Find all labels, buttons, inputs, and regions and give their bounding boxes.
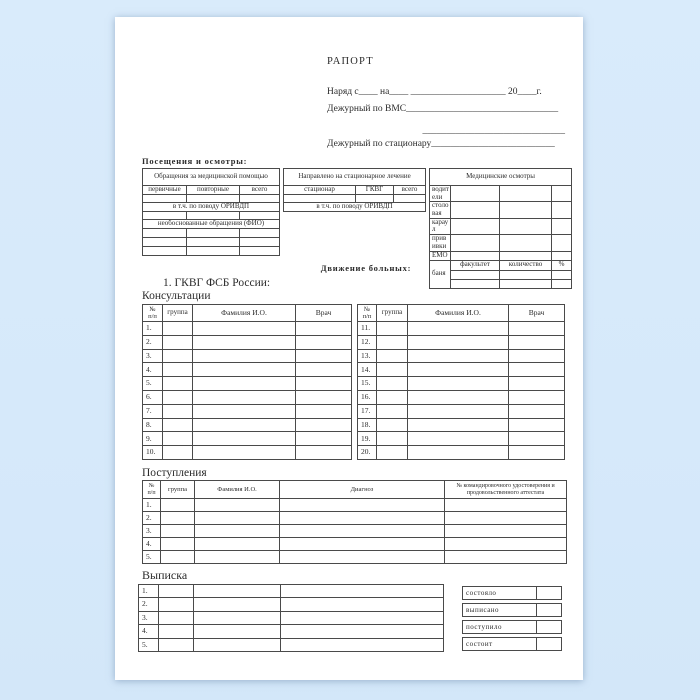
empty-cell <box>509 322 565 336</box>
empty-cell <box>296 335 352 349</box>
empty-cell <box>163 322 193 336</box>
empty-cell <box>377 446 408 460</box>
discharge-table <box>138 584 444 652</box>
referrals-title: Направлено на стационарное лечение <box>284 169 426 186</box>
col-header: Фамилия И.О. <box>195 481 280 499</box>
empty-cell <box>552 202 572 218</box>
row-number: 5. <box>143 377 163 391</box>
empty-cell <box>537 587 561 599</box>
empty-cell <box>281 598 444 611</box>
row-number: 14. <box>358 363 377 377</box>
admissions-label: Поступления <box>142 467 207 479</box>
row-number: 19. <box>358 432 377 446</box>
col-header-num: № п/п <box>358 305 377 322</box>
row-number: 10. <box>143 446 163 460</box>
admissions-table <box>142 480 567 564</box>
empty-cell <box>451 270 500 279</box>
col-header: повторные <box>187 186 240 195</box>
empty-cell <box>284 195 356 203</box>
empty-cell <box>509 349 565 363</box>
col-header: Фамилия И.О. <box>193 305 296 322</box>
empty-cell <box>408 404 509 418</box>
empty-cell <box>163 335 193 349</box>
row-number: 12. <box>358 335 377 349</box>
row-number: 3. <box>139 611 159 624</box>
row-number: 8. <box>143 418 163 432</box>
row-number: 11. <box>358 322 377 336</box>
empty-cell <box>161 551 195 564</box>
col-header-num: № п/п <box>143 305 163 322</box>
totals-row <box>462 637 562 651</box>
empty-cell <box>194 638 281 651</box>
row-number: 20. <box>358 446 377 460</box>
totals-row <box>462 603 562 617</box>
col-header: Диагноз <box>280 481 445 499</box>
empty-cell <box>193 432 296 446</box>
empty-cell <box>552 270 572 279</box>
empty-cell <box>280 538 445 551</box>
empty-cell <box>240 212 280 220</box>
empty-cell <box>194 585 281 598</box>
row-number: 9. <box>143 432 163 446</box>
empty-cell <box>451 202 500 218</box>
empty-cell <box>296 390 352 404</box>
empty-cell <box>377 322 408 336</box>
visits-section-label: Посещения и осмотры: <box>142 156 248 166</box>
row-number: 5. <box>139 638 159 651</box>
empty-cell <box>240 195 280 203</box>
empty-cell <box>161 538 195 551</box>
col-header: Врач <box>296 305 352 322</box>
unfounded-row-label: необоснованные обращения (ФИО) <box>143 220 280 229</box>
report-header <box>327 86 565 151</box>
empty-cell <box>408 349 509 363</box>
empty-cell <box>445 551 567 564</box>
empty-cell <box>193 390 296 404</box>
col-header: ГКВГ <box>356 186 394 195</box>
empty-cell <box>195 499 280 512</box>
col-header-num: № п/п <box>143 481 161 499</box>
exam-row-label: водители <box>430 186 451 202</box>
empty-cell <box>193 335 296 349</box>
row-number: 18. <box>358 418 377 432</box>
naryad-line: Наряд с____ на____ ____________________ 20____г. <box>327 87 542 97</box>
appeals-title: Обращения за медицинской помощью <box>143 169 280 186</box>
empty-cell <box>509 404 565 418</box>
empty-cell <box>195 512 280 525</box>
row-number: 16. <box>358 390 377 404</box>
empty-cell <box>281 585 444 598</box>
empty-cell <box>195 551 280 564</box>
empty-cell <box>281 611 444 624</box>
empty-cell <box>143 195 187 203</box>
empty-cell <box>377 432 408 446</box>
exam-row-label: прививки <box>430 235 451 251</box>
empty-cell <box>500 279 552 288</box>
row-number: 2. <box>139 598 159 611</box>
duty-vms-line: Дежурный по ВМС________________________________ <box>327 104 559 114</box>
row-number: 17. <box>358 404 377 418</box>
row-number: 4. <box>143 363 163 377</box>
empty-cell <box>280 525 445 538</box>
empty-cell <box>159 611 194 624</box>
empty-cell <box>296 377 352 391</box>
row-number: 7. <box>143 404 163 418</box>
empty-cell <box>159 598 194 611</box>
empty-cell <box>408 432 509 446</box>
empty-cell <box>552 218 572 234</box>
col-header: стационар <box>284 186 356 195</box>
row-number: 15. <box>358 377 377 391</box>
empty-cell <box>500 218 552 234</box>
row-number: 3. <box>143 349 163 363</box>
empty-cell <box>195 538 280 551</box>
empty-cell <box>445 538 567 551</box>
empty-cell <box>500 186 552 202</box>
empty-cell <box>509 363 565 377</box>
totals-label: выписано <box>463 604 537 616</box>
empty-cell <box>195 525 280 538</box>
empty-cell <box>509 377 565 391</box>
consultations-label: Консультации <box>142 290 211 302</box>
empty-cell <box>408 363 509 377</box>
empty-cell <box>163 418 193 432</box>
empty-cell <box>408 390 509 404</box>
orivdp-row-label: в т.ч. по поводу ОРИВДП <box>143 203 280 212</box>
row-number: 2. <box>143 512 161 525</box>
col-header: Врач <box>509 305 565 322</box>
empty-cell <box>193 418 296 432</box>
row-number: 4. <box>143 538 161 551</box>
report-page <box>115 17 583 680</box>
empty-cell <box>281 625 444 638</box>
empty-cell <box>280 499 445 512</box>
totals-table <box>462 586 562 654</box>
empty-cell <box>377 377 408 391</box>
col-header: количество <box>500 260 552 270</box>
empty-cell <box>193 349 296 363</box>
empty-cell <box>509 418 565 432</box>
row-number: 4. <box>139 625 159 638</box>
empty-cell <box>500 202 552 218</box>
empty-cell <box>408 418 509 432</box>
empty-cell <box>159 585 194 598</box>
empty-cell <box>193 377 296 391</box>
row-number: 1. <box>143 499 161 512</box>
empty-cell <box>408 322 509 336</box>
empty-cell <box>159 638 194 651</box>
empty-cell <box>537 604 561 616</box>
consultations-table-right <box>357 304 565 460</box>
empty-cell <box>445 525 567 538</box>
empty-cell <box>296 322 352 336</box>
empty-cell <box>281 638 444 651</box>
empty-cell <box>194 625 281 638</box>
empty-cell <box>161 512 195 525</box>
empty-cell <box>509 390 565 404</box>
empty-cell <box>194 611 281 624</box>
col-header: группа <box>163 305 193 322</box>
totals-label: поступило <box>463 621 537 633</box>
empty-cell <box>163 390 193 404</box>
empty-cell <box>296 363 352 377</box>
empty-cell <box>163 404 193 418</box>
empty-cell <box>193 322 296 336</box>
duty-stationar-line: Дежурный по стационару__________________________ <box>327 139 555 149</box>
empty-cell <box>159 625 194 638</box>
report-title: РАПОРТ <box>327 56 374 67</box>
referrals-table <box>283 168 426 212</box>
empty-cell <box>187 247 240 256</box>
empty-cell <box>509 432 565 446</box>
empty-cell <box>143 229 187 238</box>
empty-cell <box>377 349 408 363</box>
appeals-table <box>142 168 280 256</box>
empty-cell <box>509 335 565 349</box>
empty-cell <box>451 186 500 202</box>
empty-cell <box>280 551 445 564</box>
row-number: 3. <box>143 525 161 538</box>
empty-cell <box>163 446 193 460</box>
consultations-table-left <box>142 304 352 460</box>
col-header: факультет <box>451 260 500 270</box>
empty-cell <box>143 238 187 247</box>
empty-cell <box>451 279 500 288</box>
empty-cell <box>356 195 394 203</box>
banya-row-label: баня <box>430 260 451 288</box>
empty-cell <box>377 418 408 432</box>
empty-cell <box>500 251 552 260</box>
row-number: 13. <box>358 349 377 363</box>
empty-cell <box>163 349 193 363</box>
empty-cell <box>187 229 240 238</box>
empty-cell <box>552 186 572 202</box>
empty-cell <box>377 404 408 418</box>
col-header: всего <box>240 186 280 195</box>
empty-cell <box>163 377 193 391</box>
empty-cell <box>296 404 352 418</box>
col-header: № командировочного удостоверения и продовольственного аттестата <box>445 481 567 499</box>
empty-cell <box>377 335 408 349</box>
empty-cell <box>161 499 195 512</box>
empty-cell <box>187 212 240 220</box>
row-number: 1. <box>139 585 159 598</box>
row-number: 1. <box>143 322 163 336</box>
col-header: всего <box>394 186 426 195</box>
totals-label: состояло <box>463 587 537 599</box>
empty-cell <box>537 638 561 650</box>
col-header: группа <box>161 481 195 499</box>
empty-cell <box>296 418 352 432</box>
blank-underscore-line: ______________________________ <box>422 126 565 136</box>
empty-cell <box>187 238 240 247</box>
empty-cell <box>193 363 296 377</box>
row-number: 2. <box>143 335 163 349</box>
col-header: первичные <box>143 186 187 195</box>
col-header: группа <box>377 305 408 322</box>
row-number: 5. <box>143 551 161 564</box>
totals-row <box>462 586 562 600</box>
empty-cell <box>394 195 426 203</box>
empty-cell <box>445 512 567 525</box>
empty-cell <box>187 195 240 203</box>
empty-cell <box>451 218 500 234</box>
hospital-heading: 1. ГКВГ ФСБ России: <box>163 277 271 289</box>
empty-cell <box>451 235 500 251</box>
empty-cell <box>194 598 281 611</box>
empty-cell <box>552 279 572 288</box>
row-number: 6. <box>143 390 163 404</box>
empty-cell <box>552 251 572 260</box>
empty-cell <box>163 363 193 377</box>
empty-cell <box>552 235 572 251</box>
empty-cell <box>451 251 500 260</box>
empty-cell <box>240 247 280 256</box>
exam-row-label: ЕМО <box>430 251 451 260</box>
empty-cell <box>537 621 561 633</box>
empty-cell <box>408 377 509 391</box>
col-header: % <box>552 260 572 270</box>
exam-row-label: столовая <box>430 202 451 218</box>
empty-cell <box>193 404 296 418</box>
empty-cell <box>280 512 445 525</box>
empty-cell <box>408 335 509 349</box>
totals-row <box>462 620 562 634</box>
exam-row-label: караул <box>430 218 451 234</box>
empty-cell <box>445 499 567 512</box>
empty-cell <box>377 363 408 377</box>
empty-cell <box>500 270 552 279</box>
discharge-label: Выписка <box>142 568 188 582</box>
totals-label: состоит <box>463 638 537 650</box>
orivdp-row-label: в т.ч. по поводу ОРИВДП <box>284 203 426 212</box>
empty-cell <box>408 446 509 460</box>
empty-cell <box>377 390 408 404</box>
consultations-tables <box>142 304 565 460</box>
col-header: Фамилия И.О. <box>408 305 509 322</box>
exams-title: Медицинские осмотры <box>430 169 572 186</box>
empty-cell <box>143 247 187 256</box>
movement-heading: Движение больных: <box>320 263 412 273</box>
empty-cell <box>296 446 352 460</box>
empty-cell <box>143 212 187 220</box>
empty-cell <box>240 229 280 238</box>
empty-cell <box>240 238 280 247</box>
empty-cell <box>161 525 195 538</box>
empty-cell <box>500 235 552 251</box>
empty-cell <box>193 446 296 460</box>
empty-cell <box>163 432 193 446</box>
empty-cell <box>509 446 565 460</box>
empty-cell <box>296 432 352 446</box>
empty-cell <box>296 349 352 363</box>
